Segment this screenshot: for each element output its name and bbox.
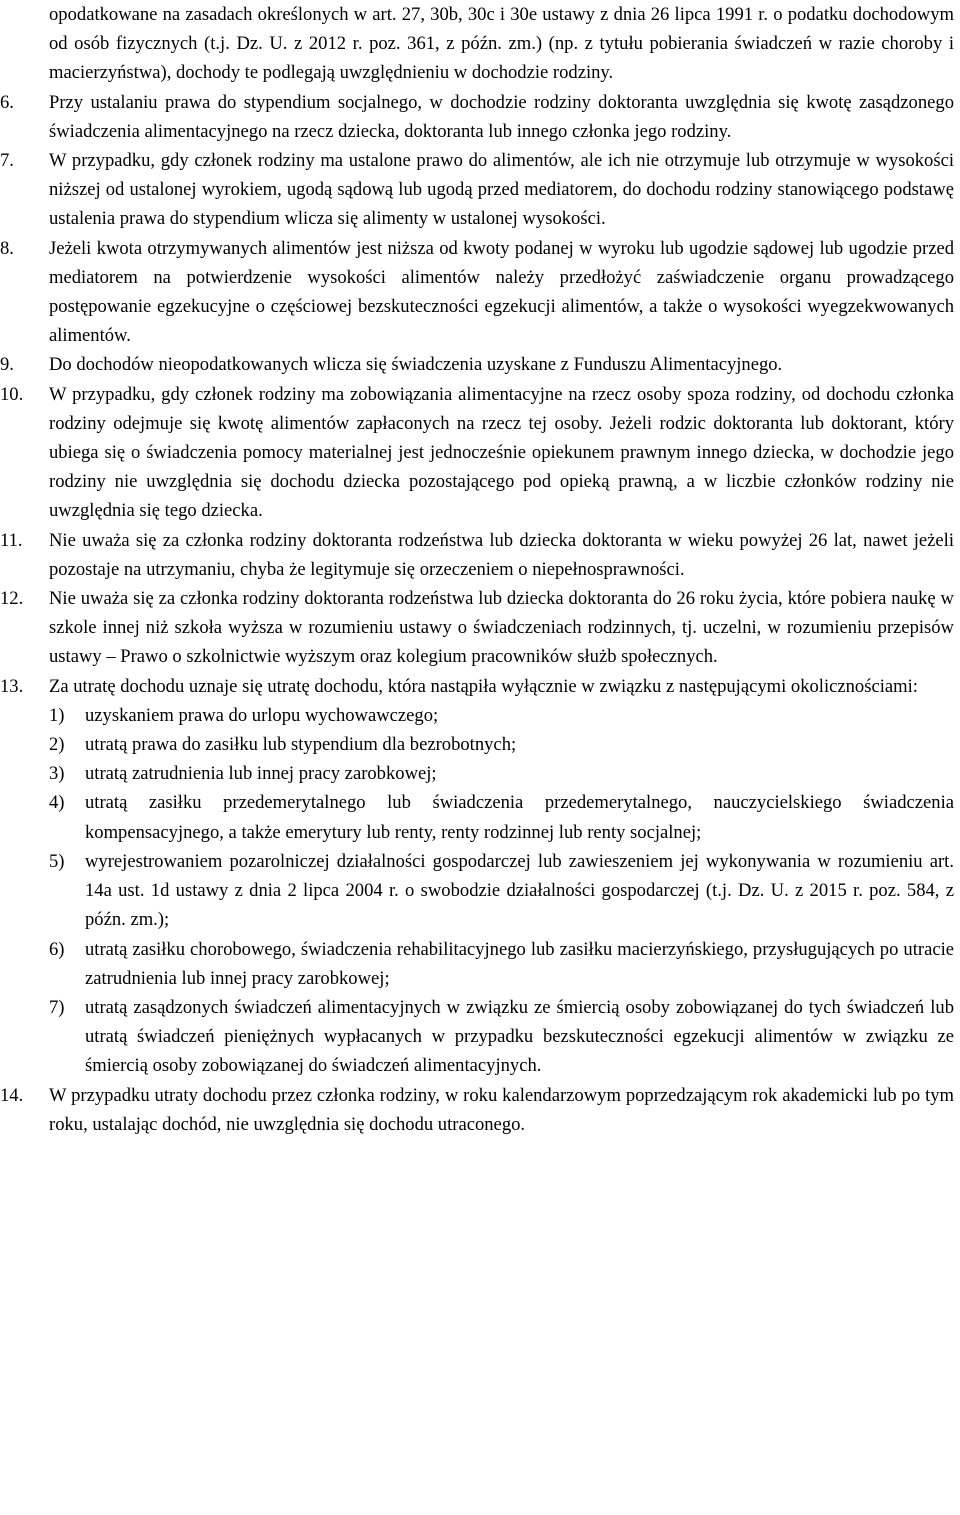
circumstances-list: [49, 701, 954, 1081]
paragraph-number: 7.: [0, 150, 14, 172]
list-item: [49, 847, 954, 935]
list-item-text: utratą zasiłku chorobowego, świadczenia rehabilitacyjnego lub zasiłku macierzyńskiego, przysługujących po utracie zatrudnienia lub innej pracy zarobkowej;: [85, 938, 954, 989]
paragraph-11: [0, 526, 954, 584]
paragraph-text: W przypadku, gdy członek rodziny ma ustalone prawo do alimentów, ale ich nie otrzymuje lub otrzymuje w wysokości niższej od ustalonej wyrokiem, ugodą sądową lub ugodą przed mediatorem, do dochodu rodziny stanowiącego podstawę ustalenia prawa do stypendium wlicza się alimenty w ustalonej wysokości.: [49, 150, 954, 230]
list-item-text: utratą zasądzonych świadczeń alimentacyjnych w związku ze śmiercią osoby zobowiązanej do tych świadczeń lub utratą świadczeń pieniężnych wypłacanych w przypadku bezskuteczności egzekucji alimentów w związku ze śmiercią osoby zobowiązanej do świadczeń alimentacyjnych.: [85, 996, 954, 1077]
paragraph-number: 12.: [0, 588, 24, 610]
paragraph-number: 10.: [0, 383, 24, 405]
list-item-text: uzyskaniem prawa do urlopu wychowawczego;: [85, 704, 439, 726]
paragraph-9: [0, 350, 954, 379]
paragraph-10: [0, 380, 954, 526]
list-item-number: 7): [49, 996, 65, 1018]
paragraph-text: Nie uważa się za członka rodziny doktoranta rodzeństwa lub dziecka doktoranta w wieku powyżej 26 lat, nawet jeżeli pozostaje na utrzymaniu, chyba że legitymuje się orzeczeniem o niepełnosprawności.: [49, 529, 954, 580]
paragraph-text: Przy ustalaniu prawa do stypendium socjalnego, w dochodzie rodziny doktoranta uwzględnia się kwotę zasądzonego świadczenia alimentacyjnego na rzecz dziecka, doktoranta lub innego członka jego rodziny.: [49, 91, 954, 142]
list-item-text: wyrejestrowaniem pozarolniczej działalności gospodarczej lub zawieszeniem jej wykonywania w rozumieniu art. 14a ust. 1d ustawy z dnia 2 lipca 2004 r. o swobodzie działalności gospodarczej (t.j. Dz. U. z 2015 r. poz. 584, z późn. zm.);: [85, 850, 954, 931]
list-item-number: 2): [49, 734, 65, 756]
list-item-number: 4): [49, 792, 65, 814]
paragraph-13: [0, 672, 954, 701]
paragraph-number: 11.: [0, 529, 23, 551]
paragraph-text: Za utratę dochodu uznaje się utratę dochodu, która nastąpiła wyłącznie w związku z następującymi okolicznościami:: [49, 675, 918, 697]
list-item: [49, 730, 954, 759]
paragraph-number: 6.: [0, 91, 14, 113]
paragraph-14: [0, 1081, 954, 1139]
paragraph-number: 13.: [0, 675, 24, 697]
list-item-number: 3): [49, 763, 65, 785]
paragraph-12: [0, 584, 954, 672]
list-item-text: utratą zasiłku przedemerytalnego lub świadczenia przedemerytalnego, nauczycielskiego świadczenia kompensacyjnego, a także emerytury lub renty, renty rodzinnej lub renty socjalnej;: [85, 792, 954, 843]
list-item: [49, 993, 954, 1081]
paragraph-8: [0, 234, 954, 351]
paragraph-text: W przypadku utraty dochodu przez członka rodziny, w roku kalendarzowym poprzedzającym rok akademicki lub po tym roku, ustalając dochód, nie uwzględnia się dochodu utraconego.: [49, 1084, 954, 1135]
list-item: [49, 935, 954, 993]
list-item-text: utratą prawa do zasiłku lub stypendium dla bezrobotnych;: [85, 734, 517, 756]
paragraph-text: Do dochodów nieopodatkowanych wlicza się świadczenia uzyskane z Funduszu Alimentacyjnego.: [49, 354, 783, 376]
paragraph-number: 14.: [0, 1084, 24, 1106]
paragraph-text: Jeżeli kwota otrzymywanych alimentów jest niższa od kwoty podanej w wyroku lub ugodzie sądowej lub ugodzie przed mediatorem na potwierdzenie wysokości alimentów należy przedłożyć zaświadczenie organu prowadzącego postępowanie egzekucyjne o częściowej bezskuteczności egzekucji alimentów, a także o wysokości wyegzekwowanych alimentów.: [49, 237, 954, 347]
paragraph-text: W przypadku, gdy członek rodziny ma zobowiązania alimentacyjne na rzecz osoby spoza rodziny, od dochodu członka rodziny odejmuje się kwotę alimentów zapłaconych na rzecz tej osoby. Jeżeli rodzic doktoranta lub doktorant, który ubiega się o świadczenia pomocy materialnej jest jednocześnie opiekunem prawnym innego dziecka, w dochodzie jego rodziny nie uwzględnia się dochodu dziecka pozostającego pod opieką prawną, a w liczbie członków rodziny nie uwzględnia się tego dziecka.: [49, 383, 954, 522]
paragraph-number: 8.: [0, 237, 14, 259]
list-item-number: 1): [49, 704, 65, 726]
paragraph-7: [0, 146, 954, 234]
list-item-text: utratą zatrudnienia lub innej pracy zarobkowej;: [85, 763, 437, 785]
paragraph-6: [0, 88, 954, 146]
list-item-number: 5): [49, 850, 65, 872]
list-item: [49, 701, 954, 730]
continuation-paragraph: opodatkowane na zasadach określonych w art. 27, 30b, 30c i 30e ustawy z dnia 26 lipca 1991 r. o podatku dochodowym od osób fizycznych (t.j. Dz. U. z 2012 r. poz. 361, z późn. zm.) (np. z tytułu pobierania świadczeń w razie choroby i macierzyństwa), dochody te podlegają uwzględnieniu w dochodzie rodziny.: [49, 4, 954, 84]
list-item: [49, 759, 954, 788]
paragraph-text: Nie uważa się za członka rodziny doktoranta rodzeństwa lub dziecka doktoranta do 26 roku życia, które pobiera naukę w szkole innej niż szkoła wyższa w rozumieniu ustawy o świadczeniach rodzinnych, tj. uczelni, w rozumieniu przepisów ustawy – Prawo o szkolnictwie wyższym oraz kolegium pracowników służb społecznych.: [49, 588, 954, 668]
list-item: [49, 788, 954, 846]
paragraph-number: 9.: [0, 354, 14, 376]
list-item-number: 6): [49, 938, 65, 960]
